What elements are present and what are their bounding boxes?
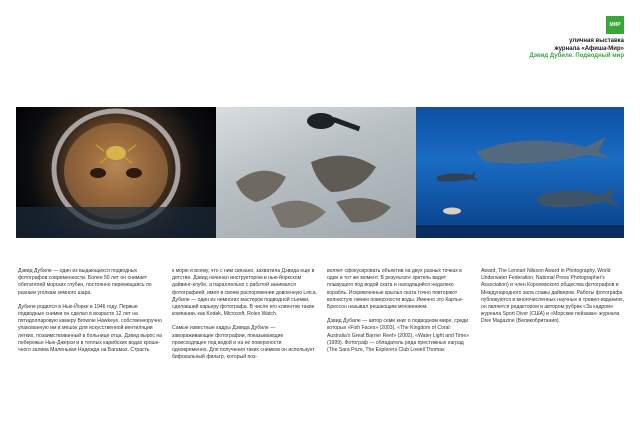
header-line-2: журнала «Афиша-Мир» <box>554 45 624 52</box>
paragraph: Дэвид Дубиле — автор семи книг о подводном мире, среди которых «Fish Faces» (2003), «The Kingdom of Coral: Australia's Great Barrier Reef» (2002), «Water Light and Time» (1999). Фотограф — обладатель ряда престижных наград (The Sara Prize, The Explorers Club Lowell Thomas <box>327 318 470 354</box>
text-column-1 <box>18 268 164 361</box>
sharks-photo <box>416 107 624 238</box>
paragraph: Дэвид Дубиле — один из выдающихся подводных фотографов современности. Более 50 лет он снимает обитателей морских глубин, постоянно перемещаясь по разным уголкам земного шара. <box>18 268 152 296</box>
paragraph: воляет сфокусировать объектив на двух разных точках в один и тот же момент. В результате зритель видит плывущего под водой ската и находящийся недалеко корабль. Искривленные крылья ската точно повторяют волнистую линию поверхности воды. Именно это Картье-Брессон называл решающим мгновением. <box>327 268 464 311</box>
header-line-1: уличная выставка <box>569 38 624 44</box>
diver-mask-photo <box>16 107 216 238</box>
text-column-2 <box>172 268 318 368</box>
paragraph: Дубиле родился в Нью-Йорке в 1946 году. Первые подводные снимки он сделал в возрасте 12 лет на пятидолларовую камеру Brownie Hawkeye, собственноручно упакованную им в мешок для искусственной вентиляции легких, позаимствованный в больнице отца. Дэвид вырос на побережье Нью-Джерси и в теплых карибских водах кроше-чного залива Маленькая Надежда на Багамах. Страсть <box>18 303 162 354</box>
text-column-4 <box>481 268 627 333</box>
photo-strip <box>16 107 624 238</box>
paragraph: Award, The Lennart Nilsson Award in Photography, World Underwater Federation, National Press Photographer's Association) и член Королевского общества фотографов и Международного зала славы дайверов. Работы фотографа публикуются в многочисленных научных и тревел-изданиях, он является редактором и автором рубрик «За кадром» журнала Sport Diver (США) и «Морские пейзажи» журнала Dive Magazine (Великобритания). <box>481 268 624 325</box>
paragraph: к морю и всему, что с ним связано, захватила Дэвида еще в детстве. Дэвид начинал инструктором в нью-йоркском дайвинг-клубе, а параллельно с работой занимался фотографией, имея в своем распоряжении довоенную Leica. Дубиле — один из немногих мастеров подводной съемки, сделавший карьеру фотографа. В числе его клиентов такие компании, как Kodak, Microsoft, Rolex Watch. <box>172 268 317 318</box>
paragraph: Самые известные кадры Дэвида Дубиле — завораживающие фотографии, показывающие происходящее под водой и на ее поверхности одновременно. Для получения таких снимков он использует бифокальный фильтр, который поз- <box>172 325 315 361</box>
text-column-3 <box>327 268 473 361</box>
exhibition-header <box>529 38 624 61</box>
stingrays-photo <box>216 107 416 238</box>
header-title: Дэвид Дубиле. Подводный мир <box>529 53 624 59</box>
magazine-logo: МИР <box>606 16 624 34</box>
